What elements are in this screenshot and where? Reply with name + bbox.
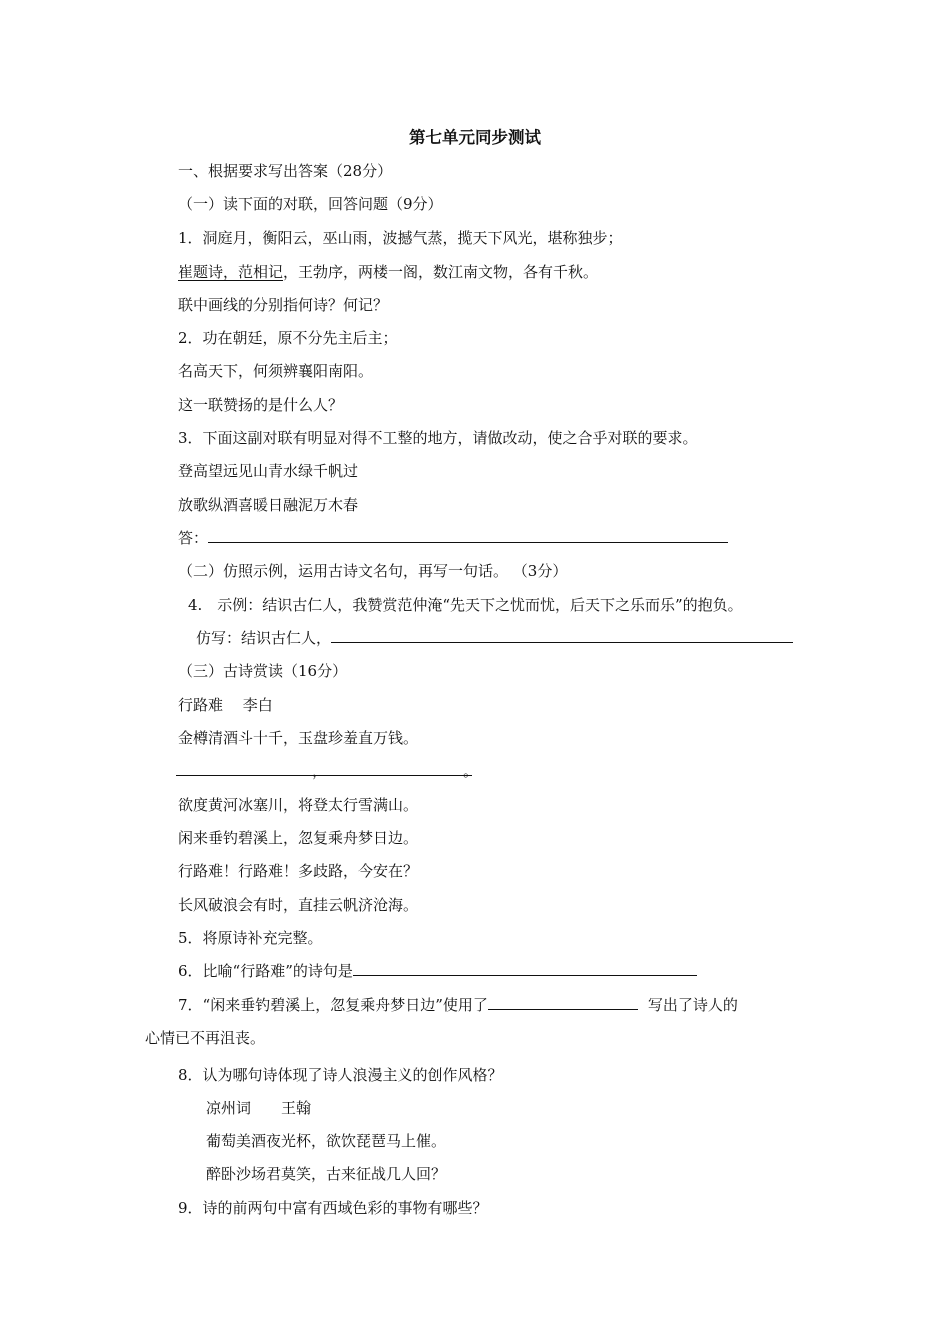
- q5-question: 5．将原诗补充完整。: [178, 929, 323, 947]
- q3-couplet-line-2: 放歌纵酒喜暖日融泥万木春: [178, 496, 359, 514]
- q2-couplet-line-1: 2．功在朝廷，原不分先主后主；: [178, 329, 398, 347]
- q7-row: [178, 995, 738, 1015]
- q3-answer-label: 答：: [178, 529, 209, 547]
- q1-question: 联中画线的分别指何诗？何记？: [178, 296, 389, 314]
- poem-1-blank-2-wrap: [312, 761, 479, 780]
- part-1-header: （一）读下面的对联，回答问题（9分）: [178, 195, 443, 213]
- q1-couplet-line-1: 1．洞庭月，衡阳云，巫山雨，波撼气蒸，揽天下风光，堪称独步；: [178, 229, 623, 247]
- q3-answer-blank[interactable]: [208, 528, 728, 543]
- poem-1-line-1: 金樽清酒斗十千，玉盘珍羞直万钱。: [178, 729, 419, 747]
- poem-1-line-4: 闲来垂钓碧溪上，忽复乘舟梦日边。: [178, 829, 419, 847]
- q2-couplet-line-2: 名高天下，何须辨襄阳南阳。: [178, 362, 374, 380]
- poem-2-line-2: 醉卧沙场君莫笑，古来征战几人回？: [206, 1165, 447, 1183]
- q3-answer-row: [178, 528, 728, 548]
- q6-blank[interactable]: [353, 961, 697, 976]
- q4-example: 4. 示例：结识古仁人，我赞赏范仲淹“先天下之忧而忧，后天下之乐而乐”的抱负。: [188, 596, 743, 614]
- poem-1-blank-period: 。: [463, 762, 479, 780]
- q8-question: 8．认为哪句诗体现了诗人浪漫主义的创作风格？: [178, 1066, 503, 1084]
- q3-question: 3．下面这副对联有明显对得不工整的地方，请做改动，使之合乎对联的要求。: [178, 429, 698, 447]
- q6-row: [178, 961, 697, 981]
- q7-question-part-1: 7．“闲来垂钓碧溪上，忽复乘舟梦日边”使用了: [178, 996, 488, 1014]
- q3-couplet-line-1: 登高望远见山青水绿千帆过: [178, 462, 359, 480]
- page-title: 第七单元同步测试: [409, 128, 541, 147]
- q4-imitate-row: [196, 628, 793, 648]
- q7-blank[interactable]: [488, 995, 638, 1010]
- q4-imitate-label: 仿写：结识古仁人，: [196, 629, 332, 647]
- poem-2-title: 凉州词 王翰: [206, 1099, 312, 1117]
- poem-1-line-5: 行路难！行路难！多歧路，今安在？: [178, 862, 419, 880]
- poem-1-line-3: 欲度黄河冰塞川，将登太行雪满山。: [178, 796, 419, 814]
- q1-couplet-line-2: [178, 262, 598, 282]
- section-1-header: 一、根据要求写出答案（28分）: [178, 162, 393, 180]
- poem-1-fill-row: [176, 761, 479, 781]
- poem-1-blank-comma: ，: [312, 762, 328, 780]
- q4-imitate-blank[interactable]: [331, 628, 793, 643]
- part-3-header: （三）古诗赏读（16分）: [178, 662, 348, 680]
- q1-couplet-line-2-rest: ，王勃序，两楼一阁，数江南文物，各有千秋。: [283, 263, 599, 281]
- part-2-header: （二）仿照示例，运用古诗文名句，再写一句话。 （3分）: [178, 562, 568, 580]
- q1-underlined-text: 崔题诗，范相记: [178, 263, 284, 281]
- poem-2-line-1: 葡萄美酒夜光杯，欲饮琵琶马上催。: [206, 1132, 447, 1150]
- q7-question-line-2: 心情已不再沮丧。: [145, 1029, 266, 1047]
- poem-1-blank-1[interactable]: [176, 761, 312, 776]
- q2-question: 这一联赞扬的是什么人？: [178, 396, 344, 414]
- poem-1-title: 行路难 李白: [178, 696, 273, 714]
- q7-question-part-2: 写出了诗人的: [647, 996, 738, 1014]
- q6-question: 6．比喻“行路难”的诗句是: [178, 962, 353, 980]
- q9-question: 9．诗的前两句中富有西域色彩的事物有哪些？: [178, 1199, 488, 1217]
- poem-1-line-6: 长风破浪会有时，直挂云帆济沧海。: [178, 896, 419, 914]
